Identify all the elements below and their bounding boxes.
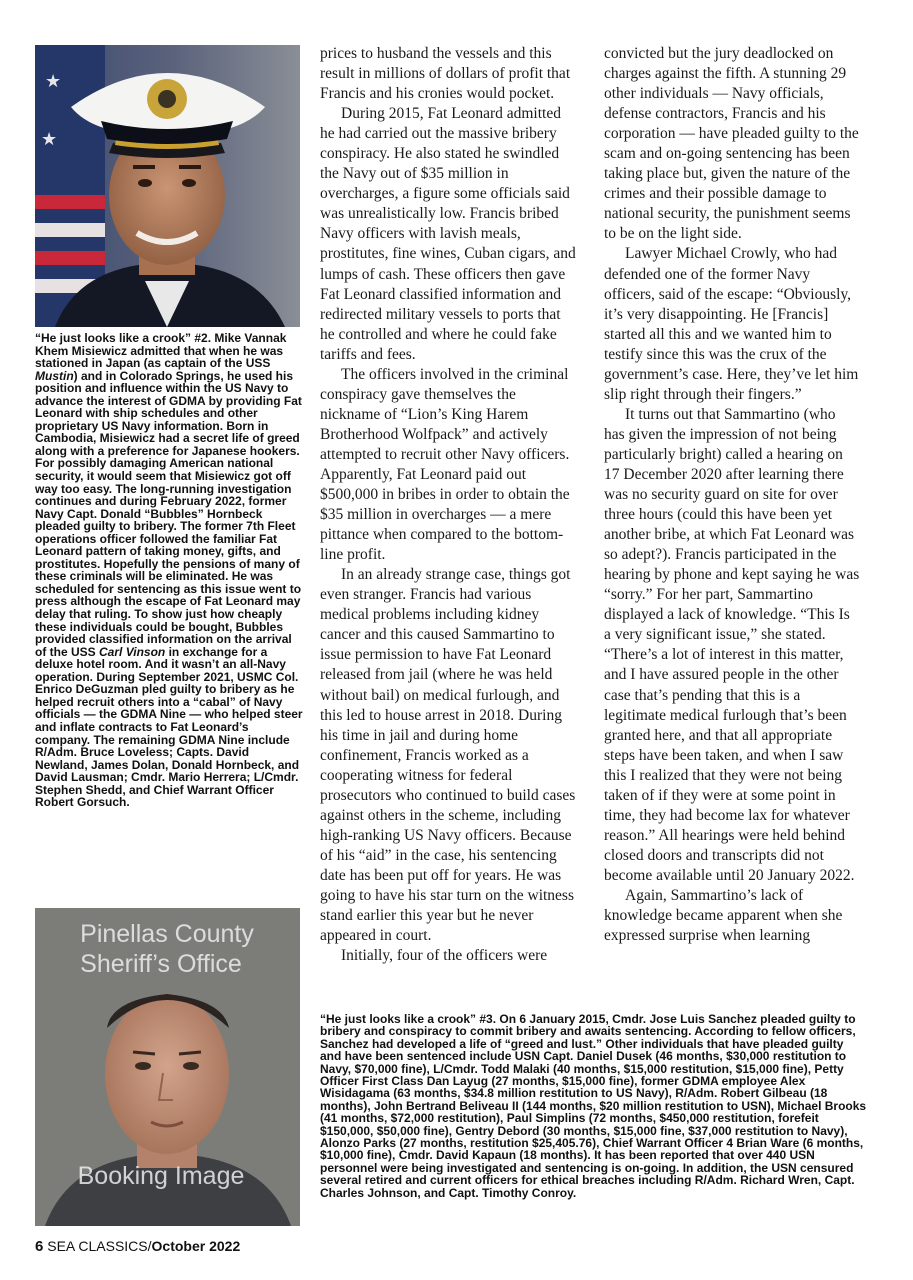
paragraph: Lawyer Michael Crowly, who had defended one of the former Navy officers, said of the escape: “Obviously, it’s very disappointing. He [Francis] started all this and we wanted him to testify since this was the crux of the government’s case. Here, they’ve let him slip right through their fingers.”: [604, 245, 859, 403]
officer-portrait-photo: [35, 45, 300, 327]
paragraph: It turns out that Sammartino (who has given the impression of not being particularly bright) called a hearing on 17 December 2020 after learning there was no security guard on site for over three hours (could this have been yet another bribe, at which Fat Leonard was so adept?). Francis participated in the hearing by phone and kept saying he was “sorry.” For her part, Sammartino displayed a lack of knowledge. “This Is a very significant issue,” she stated. “There’s a lot of interest in this matter, and I have assured people in the other case that’s pending that this is a legitimate medical furlough that’s been granted here, and that all appropriate steps have been taken, and when I saw this I realized that they were not being taken of if they were at some point in time, they had become lax for whatever reason.” All hearings were held behind closed doors and transcripts did not become available until 20 January 2022.: [604, 405, 860, 884]
photo-caption-3: “He just looks like a crook” #3. On 6 January 2015, Cmdr. Jose Luis Sanchez pleaded guilty to bribery and conspiracy to commit bribery and awaits sentencing. According to fellow officers, Sanchez had developed a life of “greed and lust.” Other individuals that have pleaded guilty and have been sentenced include USN Capt. Daniel Dusek (46 months, $30,000 restitution to Navy, $70,000 fine), L/Cmdr. Todd Malaki (40 months, $15,000 restitution, $15,000 fine), Petty Officer First Class Dan Layug (27 months, $15,000 fine), former GDMA employee Alex Wisidagama (63 months, $34.8 million restitution to US Navy), R/Adm. Robert Gilbeau (18 months), John Bertrand Beliveau II (144 months, $20 million restitution to USN), Michael Brooks (41 months, $72,000 restitution), Paul Simplins (72 months, $450,000 restitution, forefeit $150,000, $50,000 fine), Gentry Debord (30 months, $15,000 fine, $37,000 restitution to Navy), Alonzo Parks (27 months, restitution $25,405.76), Chief Warrant Officer 4 Brian Ware (6 months, $10,000 fine), Cmdr. David Kapaun (18 months). It has been reported that over 440 USN personnel were being investigated and sentencing is on-going. In addition, the USN censured several retired and current officers for ethical breaches including R/Adm. Richard Wren, Capt. Charles Johnson, and Capt. Timothy Conroy.: [320, 1012, 867, 1200]
watermark-line-2: Sheriff’s Office: [80, 950, 242, 978]
paragraph: During 2015, Fat Leonard admitted he had carried out the massive bribery conspiracy. He also stated he swindled the Navy out of $35 million in overcharges, a figure some officials said was unrealistically low. Francis bribed Navy officers with lavish meals, prostitutes, fine wines, Cuban cigars, and lumps of cash. These officers then gave Fat Leonard classified information and redirected military vessels to ports that he controlled and where he could fake tariffs and fees.: [320, 105, 576, 363]
watermark-line-1: Pinellas County: [80, 920, 254, 948]
photo-caption-2: “He just looks like a crook” #2. Mike Vannak Khem Misiewicz admitted that when he was stationed in Japan (as captain of the USS Mustin) and in Colorado Springs, he used his position and influence within the US Navy to advance the interest of GDMA by providing Fat Leonard with ship schedules and other proprietary US Navy information. Born in Cambodia, Misiewicz had a secret life of greed along with a preference for Japanese hookers. For possibly damaging American national security, it would seem that Misiewicz got off way too easy. The long-running investigation continues and during February 2022, former Navy Capt. Donald “Bubbles” Hornbeck pleaded guilty to bribery. The former 7th Fleet operations officer followed the familiar Fat Leonard pattern of taking money, gifts, and prostitutes. Hopefully the pensions of many of these criminals will be eliminated. He was scheduled for sentencing as this issue went to press although the escape of Fat Leonard may delay that ruling. To show just how cheaply these individuals could be bought, Bubbles provided classified information on the arrival of the USS Carl Vinson in exchange for a deluxe hotel room. And it wasn’t an all-Navy operation. During September 2021, USMC Col. Enrico DeGuzman pled guilty to bribery as he helped recruit others into a “cabal” of Navy officials — the GDMA Nine — who helped steer and inflate contracts to Fat Leonard’s company. The remaining GDMA Nine include R/Adm. Bruce Loveless; Capts. David Newland, James Dolan, Donald Hornbeck, and David Lausman; Cmdr. Mario Herrera; L/Cmdr. Stephen Shedd, and Chief Warrant Officer Robert Gorsuch.: [35, 331, 303, 810]
paragraph: In an already strange case, things got even stranger. Francis had various medical problems including kidney cancer and this caused Sammartino to issue permission to have Fat Leonard released from jail (where he was held without bail) on medical furlough, and this led to house arrest in 2018. During his time in jail and during home confinement, Francis worked as a cooperating witness for federal prosecutors who continued to build cases against others in the scheme, including high-ranking US Navy officers. Because of his “aid” in the case, his sentencing date has been put off for years. He was going to have his star turn on the witness stand earlier this year but he never appeared in court.: [320, 566, 576, 945]
article-column-2: [320, 44, 576, 966]
svg-text:★: ★: [41, 129, 58, 149]
watermark-booking: Booking Image: [77, 1162, 245, 1190]
svg-text:★: ★: [45, 71, 62, 91]
booking-photo: [35, 908, 300, 1226]
page-footer: [35, 1238, 240, 1255]
issue-date: October 2022: [151, 1238, 241, 1254]
paragraph: The officers involved in the criminal conspiracy gave themselves the nickname of “Lion’s King Harem Brotherhood Wolfpack” and actively attempted to recruit other Navy officers. Apparently, Fat Leonard paid out $500,000 in bribes in order to obtain the $35 million in overcharges — a mere pittance when compared to the bottom-line profit.: [320, 365, 570, 564]
magazine-name: SEA CLASSICS/: [47, 1238, 152, 1254]
page-number: 6: [35, 1238, 44, 1255]
article-column-3: [604, 44, 860, 946]
paragraph: prices to husband the vessels and this result in millions of dollars of profit that Francis and his cronies would pocket.: [320, 45, 571, 103]
paragraph: convicted but the jury deadlocked on charges against the fifth. A stunning 29 other individuals — Navy officials, defense contractors, Francis and his corporation — have pleaded guilty to the scam and on-going sentencing has been taking place but, given the nature of the crimes and their possible damage to national security, the punishment seems to be on the light side.: [604, 45, 859, 243]
paragraph: Initially, four of the officers were: [341, 947, 548, 965]
paragraph: Again, Sammartino’s lack of knowledge became apparent when she expressed surprise when learning: [604, 886, 843, 945]
